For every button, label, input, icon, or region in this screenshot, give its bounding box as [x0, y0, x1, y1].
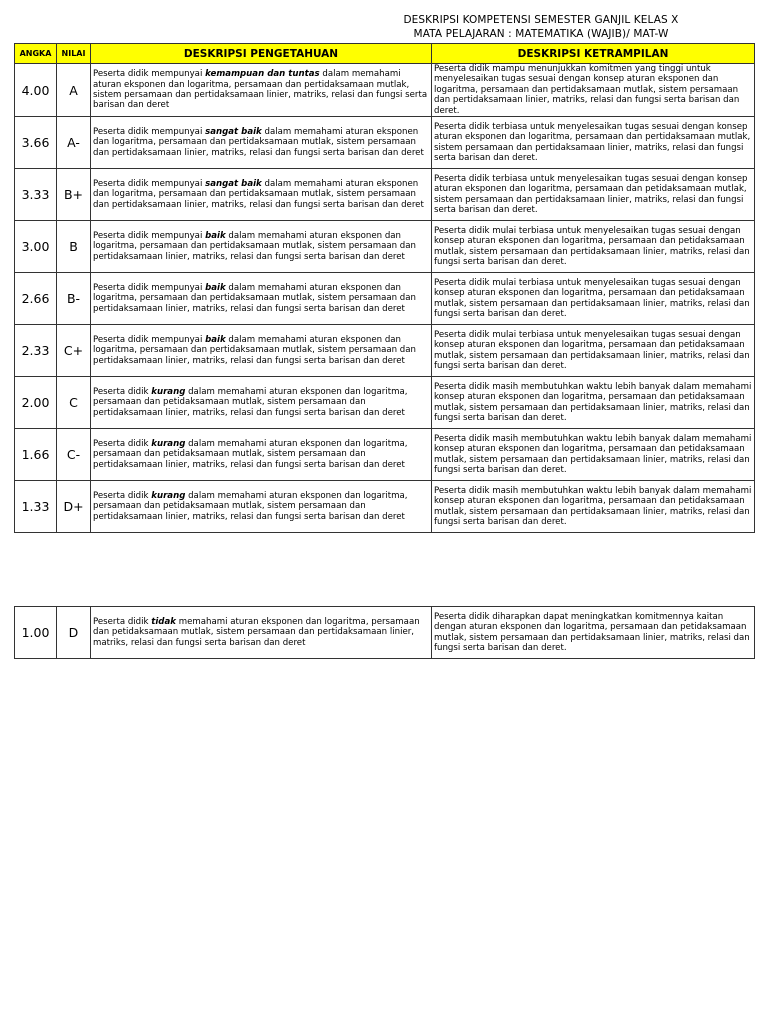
angka-cell: 2.33	[15, 325, 57, 377]
nilai-cell: B+	[57, 169, 91, 221]
pengetahuan-text-rest: dalam memahami aturan eksponen dan logaritma, persamaan dan petidaksamaan mutlak, sistem persamaan dan pertidaksamaan linier, matriks, relasi dan fungsi serta barisan dan deret	[93, 490, 408, 522]
pengetahuan-emphasis: kurang	[151, 386, 186, 397]
table-row	[15, 325, 755, 377]
angka-cell: 1.00	[15, 607, 57, 659]
ketrampilan-cell: Peserta didik masih membutuhkan waktu lebih banyak dalam memahami konsep aturan eksponen dan logaritma, persamaan dan petidaksamaan mutlak, sistem persamaan dan pertidaksamaan linier, matriks, relasi dan fungsi serta barisan dan deret.	[432, 377, 755, 429]
pengetahuan-cell	[91, 273, 432, 325]
angka-cell: 3.00	[15, 221, 57, 273]
pengetahuan-text: Peserta didik mempunyai	[93, 230, 206, 241]
table-row	[15, 221, 755, 273]
table-row	[15, 607, 755, 659]
pengetahuan-emphasis: sangat baik	[205, 126, 262, 137]
ketrampilan-cell: Peserta didik diharapkan dapat meningkatkan komitmennya kaitan dengan aturan eksponen dan logaritma, persamaan dan petidaksamaan mutlak, sistem persamaan dan pertidaksamaan linier, matriks, relasi dan fungsi serta barisan dan deret.	[432, 607, 755, 659]
pengetahuan-cell	[91, 169, 432, 221]
table-header-row	[15, 44, 755, 64]
header-ketrampilan: DESKRIPSI KETRAMPILAN	[432, 44, 755, 64]
pengetahuan-cell	[91, 429, 432, 481]
pengetahuan-text-rest: memahami aturan eksponen dan logaritma, persamaan dan petidaksamaan mutlak, sistem persamaan dan pertidaksamaan linier, matriks, relasi dan fungsi serta barisan dan deret	[93, 616, 420, 648]
table-row	[15, 481, 755, 533]
pengetahuan-text-rest: dalam memahami aturan eksponen dan logaritma, persamaan dan pertidaksamaan mutlak, sistem persamaan dan pertidaksamaan linier, matriks, relasi dan fungsi serta barisan dan deret	[93, 69, 428, 111]
nilai-cell: C+	[57, 325, 91, 377]
pengetahuan-text-rest: dalam memahami aturan eksponen dan logaritma, persamaan dan pertidaksamaan mutlak, sistem persamaan dan pertidaksamaan linier, matriks, relasi dan fungsi serta barisan dan deret	[93, 178, 424, 210]
nilai-cell: B-	[57, 273, 91, 325]
pengetahuan-emphasis: baik	[205, 334, 226, 345]
ketrampilan-cell: Peserta didik masih membutuhkan waktu lebih banyak dalam memahami konsep aturan eksponen dan logaritma, persamaan dan petidaksamaan mutlak, sistem persamaan dan pertidaksamaan linier, matriks, relasi dan fungsi serta barisan dan deret.	[432, 481, 755, 533]
nilai-cell: A-	[57, 117, 91, 169]
pengetahuan-cell	[91, 64, 432, 117]
ketrampilan-cell: Peserta didik mulai terbiasa untuk menyelesaikan tugas sesuai dengan konsep aturan eksponen dan logaritma, persamaan dan petidaksamaan mutlak, sistem persamaan dan pertidaksamaan linier, matriks, relasi dan fungsi serta barisan dan deret.	[432, 325, 755, 377]
pengetahuan-text: Peserta didik	[93, 438, 152, 449]
pengetahuan-emphasis: tidak	[151, 616, 176, 627]
nilai-cell: D+	[57, 481, 91, 533]
pengetahuan-cell	[91, 607, 432, 659]
pengetahuan-text-rest: dalam memahami aturan eksponen dan logaritma, persamaan dan pertidaksamaan mutlak, sistem persamaan dan pertidaksamaan linier, matriks, relasi dan fungsi serta barisan dan deret	[93, 126, 424, 158]
pengetahuan-emphasis: baik	[205, 230, 226, 241]
angka-cell: 2.00	[15, 377, 57, 429]
header-pengetahuan: DESKRIPSI PENGETAHUAN	[91, 44, 432, 64]
ketrampilan-cell: Peserta didik mulai terbiasa untuk menyelesaikan tugas sesuai dengan konsep aturan eksponen dan logaritma, persamaan dan petidaksamaan mutlak, sistem persamaan dan pertidaksamaan linier, matriks, relasi dan fungsi serta barisan dan deret.	[432, 221, 755, 273]
angka-cell: 3.33	[15, 169, 57, 221]
table-row	[15, 169, 755, 221]
document-title: DESKRIPSI KOMPETENSI SEMESTER GANJIL KELAS X	[403, 14, 679, 26]
nilai-cell: A	[57, 64, 91, 117]
angka-cell: 2.66	[15, 273, 57, 325]
subject-title: MATA PELAJARAN : MATEMATIKA (WAJIB)/ MAT-W	[413, 28, 669, 40]
pengetahuan-text-rest: dalam memahami aturan eksponen dan logaritma, persamaan dan petidaksamaan mutlak, sistem persamaan dan pertidaksamaan linier, matriks, relasi dan fungsi serta barisan dan deret	[93, 438, 408, 470]
pengetahuan-text: Peserta didik mempunyai	[93, 69, 206, 80]
pengetahuan-text-rest: dalam memahami aturan eksponen dan logaritma, persamaan dan pertidaksamaan mutlak, sistem persamaan dan pertidaksamaan linier, matriks, relasi dan fungsi serta barisan dan deret	[93, 230, 416, 262]
table-row	[15, 273, 755, 325]
table-row	[15, 117, 755, 169]
pengetahuan-text-rest: dalam memahami aturan eksponen dan logaritma, persamaan dan pertidaksamaan mutlak, sistem persamaan dan pertidaksamaan linier, matriks, relasi dan fungsi serta barisan dan deret	[93, 334, 416, 366]
pengetahuan-cell	[91, 117, 432, 169]
pengetahuan-text: Peserta didik mempunyai	[93, 282, 206, 293]
pengetahuan-text: Peserta didik mempunyai	[93, 178, 206, 189]
ketrampilan-cell: Peserta didik terbiasa untuk menyelesaikan tugas sesuai dengan konsep aturan eksponen dan logaritma, persamaan dan petidaksamaan mutlak, sistem persamaan dan pertidaksamaan linier, matriks, relasi dan fungsi serta barisan dan deret.	[432, 169, 755, 221]
ketrampilan-cell: Peserta didik mampu menunjukkan komitmen yang tinggi untuk menyelesaikan tugas sesuai dengan konsep aturan eksponen dan logaritma, persamaan dan pertidaksamaan mutlak, sistem persamaan dan pertidaksamaan linier, matriks, relasi dan fungsi serta barisan dan deret.	[432, 64, 755, 117]
header-nilai: NILAI	[57, 44, 91, 64]
pengetahuan-emphasis: kurang	[151, 438, 186, 449]
pengetahuan-text: Peserta didik	[93, 386, 152, 397]
nilai-cell: B	[57, 221, 91, 273]
table-row	[15, 429, 755, 481]
ketrampilan-cell: Peserta didik mulai terbiasa untuk menyelesaikan tugas sesuai dengan konsep aturan eksponen dan logaritma, persamaan dan petidaksamaan mutlak, sistem persamaan dan pertidaksamaan linier, matriks, relasi dan fungsi serta barisan dan deret.	[432, 273, 755, 325]
ketrampilan-cell: Peserta didik terbiasa untuk menyelesaikan tugas sesuai dengan konsep aturan eksponen dan logaritma, persamaan dan pertidaksamaan mutlak, sistem persamaan dan pertidaksamaan linier, matriks, relasi dan fungsi serta barisan dan deret.	[432, 117, 755, 169]
nilai-cell: C	[57, 377, 91, 429]
pengetahuan-cell	[91, 481, 432, 533]
competency-table-continued	[14, 606, 755, 659]
angka-cell: 1.66	[15, 429, 57, 481]
pengetahuan-text: Peserta didik mempunyai	[93, 126, 206, 137]
nilai-cell: C-	[57, 429, 91, 481]
pengetahuan-text-rest: dalam memahami aturan eksponen dan logaritma, persamaan dan petidaksamaan mutlak, sistem persamaan dan pertidaksamaan linier, matriks, relasi dan fungsi serta barisan dan deret	[93, 386, 408, 418]
nilai-cell: D	[57, 607, 91, 659]
angka-cell: 3.66	[15, 117, 57, 169]
angka-cell: 1.33	[15, 481, 57, 533]
pengetahuan-emphasis: kurang	[151, 490, 186, 501]
ketrampilan-cell: Peserta didik masih membutuhkan waktu lebih banyak dalam memahami konsep aturan eksponen dan logaritma, persamaan dan petidaksamaan mutlak, sistem persamaan dan pertidaksamaan linier, matriks, relasi dan fungsi serta barisan dan deret.	[432, 429, 755, 481]
angka-cell: 4.00	[15, 64, 57, 117]
pengetahuan-text: Peserta didik mempunyai	[93, 334, 206, 345]
pengetahuan-cell	[91, 377, 432, 429]
pengetahuan-cell	[91, 325, 432, 377]
competency-table	[14, 43, 755, 533]
table-row	[15, 377, 755, 429]
pengetahuan-text: Peserta didik	[93, 490, 152, 501]
pengetahuan-text: Peserta didik	[93, 616, 152, 627]
table-row	[15, 64, 755, 117]
header-angka: ANGKA	[15, 44, 57, 64]
pengetahuan-emphasis: kemampuan dan tuntas	[205, 69, 320, 80]
pengetahuan-text-rest: dalam memahami aturan eksponen dan logaritma, persamaan dan pertidaksamaan mutlak, sistem persamaan dan pertidaksamaan linier, matriks, relasi dan fungsi serta barisan dan deret	[93, 282, 416, 314]
pengetahuan-emphasis: sangat baik	[205, 178, 262, 189]
pengetahuan-emphasis: baik	[205, 282, 226, 293]
pengetahuan-cell	[91, 221, 432, 273]
